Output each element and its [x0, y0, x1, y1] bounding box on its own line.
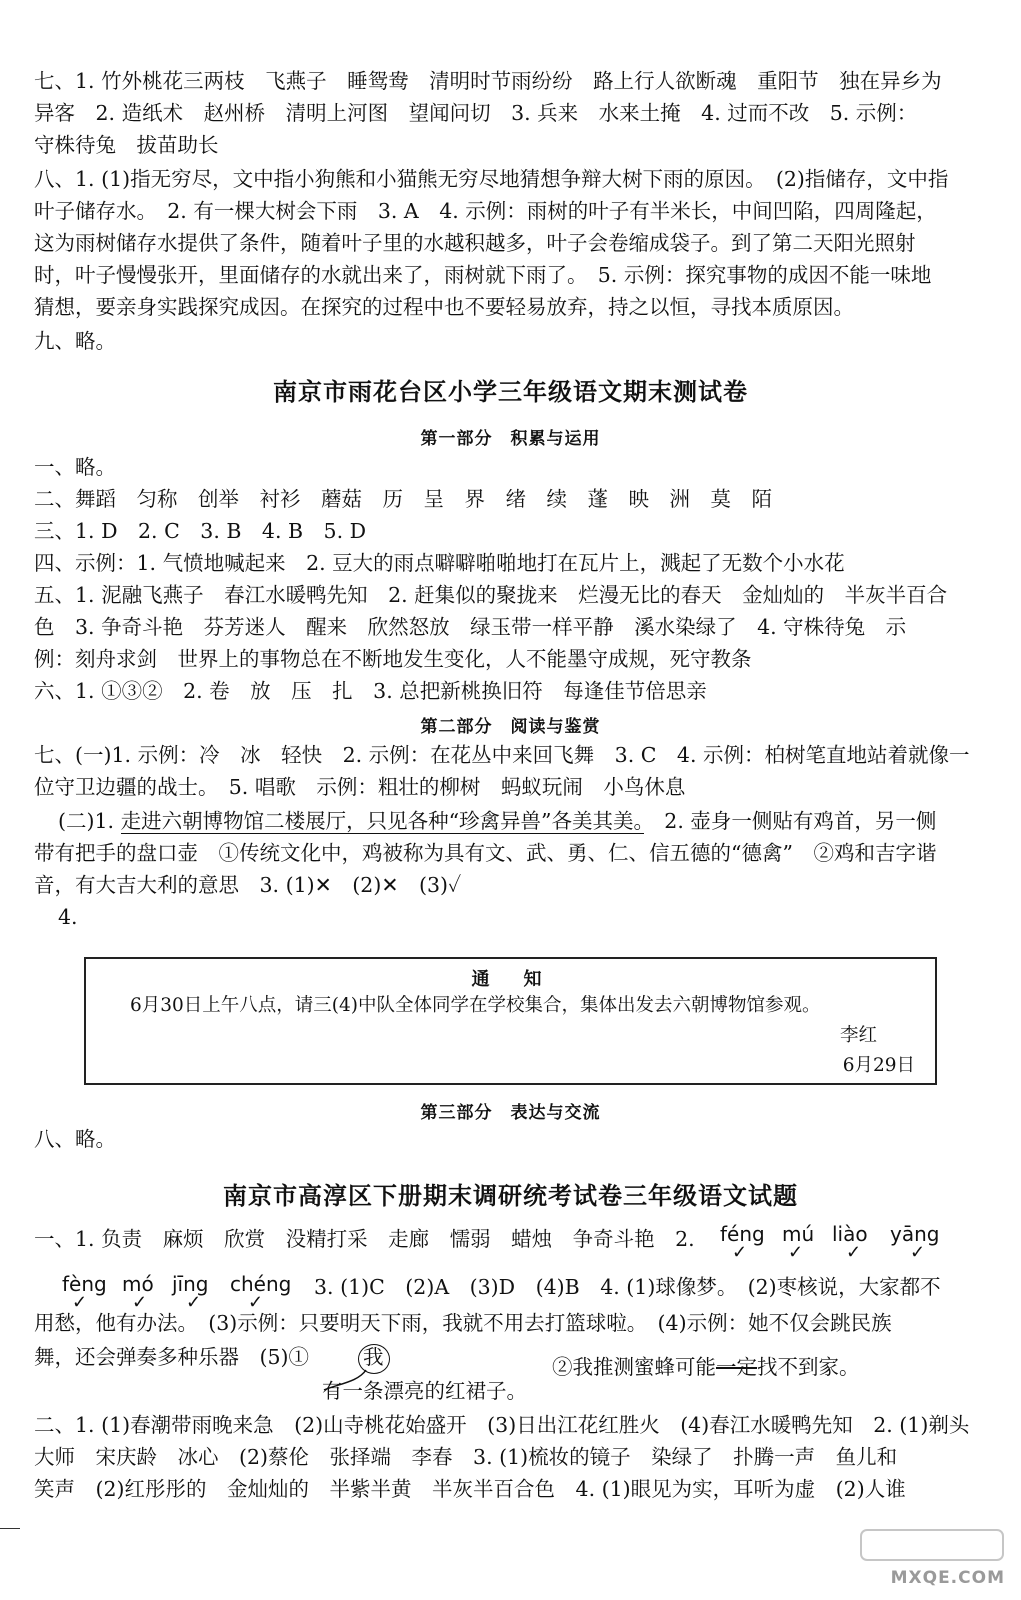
test2-q1-second-answer — [552, 1352, 860, 1382]
pinyin-4: yāng — [890, 1222, 940, 1246]
check-icon: ✓ — [186, 1292, 202, 1313]
test1-q5-line1: 五、1. 泥融飞燕子 春江水暖鸭先知 2. 赶集似的聚拢来 烂漫无比的春天 金灿灿的 半灰半百合 — [34, 583, 948, 607]
test1-q2: 二、舞蹈 匀称 创举 衬衫 蘑菇 历 呈 界 绪 续 蓬 映 洲 莫 陌 — [34, 487, 772, 511]
test2-title: 南京市高淳区下册期末调研统考试卷三年级语文试题 — [223, 1182, 798, 1210]
test2-q1-line4: 舞，还会弹奏多种乐器 (5)① — [34, 1345, 310, 1369]
test1-q7-line2: 位守卫边疆的战士。 5. 唱歌 示例：粗壮的柳树 蚂蚁玩闹 小鸟休息 — [34, 775, 686, 799]
test2-q1-line3: 用愁，他有办法。 (3)示例：只要明天下雨，我就不用去打篮球啦。 (4)示例：她不仅会跳民族 — [34, 1311, 892, 1335]
test1-part3-heading: 第三部分 表达与交流 — [420, 1103, 601, 1123]
test1-q8: 八、略。 — [34, 1127, 116, 1151]
check-icon: ✓ — [132, 1292, 148, 1313]
test1-q7-line4: 带有把手的盘口壶 ①传统文化中，鸡被称为具有文、武、勇、仁、信五德的“德禽” ②鸡和吉字谐 — [34, 841, 937, 865]
test1-q6: 六、1. ①③② 2. 卷 放 压 扎 3. 总把新桃换旧符 每逢佳节倍思亲 — [34, 679, 707, 703]
notice-box — [84, 957, 937, 1085]
q7c-prefix: (二)1. — [58, 809, 121, 833]
pinyin-2: mú — [782, 1222, 815, 1246]
page-edge-mark — [0, 1528, 20, 1529]
pinyin-6: mó — [122, 1272, 154, 1296]
watermark-text: MXQE.COM — [890, 1568, 1005, 1588]
q7c-suffix: 2. 壶身一侧贴有鸡首，另一侧 — [643, 809, 937, 833]
pinyin-5: fèng — [62, 1272, 107, 1296]
test1-q7-line5: 音，有大吉大利的意思 3. (1)✕ (2)✕ (3)✓ — [34, 873, 462, 897]
check-icon: ✓ — [846, 1242, 862, 1263]
pinyin-7: jīng — [172, 1272, 209, 1296]
sec9-line: 九、略。 — [34, 329, 116, 353]
pinyin-1: féng — [720, 1222, 765, 1246]
inserted-phrase: 有一条漂亮的红裙子。 — [322, 1379, 527, 1403]
test2-q2-line1: 二、1. (1)春潮带雨晚来急 (2)山寺桃花始盛开 (3)日出江花红胜火 (4)春江水暖鸭先知 2. (1)剃头 — [34, 1413, 970, 1437]
notice-signature: 李红 — [839, 1025, 877, 1046]
test1-q5-line3: 例：刻舟求剑 世界上的事物总在不断地发生变化，人不能墨守成规，死守教条 — [34, 647, 752, 671]
q1d-mid: ②我推测蜜蜂可能 — [552, 1355, 716, 1379]
test2-q1-line1: 一、1. 负责 麻烦 欣赏 没精打采 走廊 懦弱 蜡烛 争奇斗艳 2. — [34, 1227, 695, 1251]
sec8-line2: 叶子储存水。 2. 有一棵大树会下雨 3. A 4. 示例：雨树的叶子有半米长，中间凹陷，四周隆起， — [34, 199, 937, 223]
test2-q2-line3: 笑声 (2)红彤彤的 金灿灿的 半紫半黄 半灰半百合色 4. (1)眼见为实，耳听为虚 (2)人谁 — [34, 1477, 906, 1501]
test2-q1-line2: 3. (1)C (2)A (3)D (4)B 4. (1)球像梦。 (2)枣核说，大家都不 — [314, 1275, 941, 1299]
test1-q7-line6: 4. — [58, 905, 78, 929]
notice-date: 6月29日 — [842, 1055, 915, 1076]
test1-q4: 四、示例：1. 气愤地喊起来 2. 豆大的雨点噼噼啪啪地打在瓦片上，溅起了无数个小水花 — [34, 551, 845, 575]
notice-body: 6月30日上午八点，请三(4)中队全体同学在学校集合，集体出发去六朝博物馆参观。 — [130, 995, 821, 1016]
check-icon: ✓ — [248, 1292, 264, 1313]
circled-word: 我 — [363, 1345, 384, 1369]
sec7-line1: 七、1. 竹外桃花三两枝 飞燕子 睡鸳鸯 清明时节雨纷纷 路上行人欲断魂 重阳节 独在异乡为 — [34, 69, 942, 93]
sec7-line2: 异客 2. 造纸术 赵州桥 清明上河图 望闻问切 3. 兵来 水来土掩 4. 过而不改 5. 示例： — [34, 101, 918, 125]
test1-q3: 三、1. D 2. C 3. B 4. B 5. D — [34, 519, 367, 543]
test1-part1-heading: 第一部分 积累与运用 — [420, 429, 601, 449]
sec8-line3: 这为雨树储存水提供了条件，随着叶子里的水越积越多，叶子会卷缩成袋子。到了第二天阳光照射 — [34, 231, 916, 255]
sec8-line5: 猜想，要亲身实践探究成因。在探究的过程中也不要轻易放弃，持之以恒，寻找本质原因。 — [34, 295, 854, 319]
sec8-line1: 八、1. (1)指无穷尽，文中指小狗熊和小猫熊无穷尽地猜想争辩大树下雨的原因。 (2)指储存，文中指 — [34, 167, 949, 191]
test1-q5-line2: 色 3. 争奇斗艳 芬芳迷人 醒来 欣然怒放 绿玉带一样平静 溪水染绿了 4. 守株待兔 示 — [34, 615, 907, 639]
test1-q7-line1: 七、(一)1. 示例：冷 冰 轻快 2. 示例：在花丛中来回飞舞 3. C 4. 示例：柏树笔直地站着就像一 — [34, 743, 970, 767]
check-icon: ✓ — [72, 1292, 88, 1313]
test1-q1: 一、略。 — [34, 455, 116, 479]
check-icon: ✓ — [788, 1242, 804, 1263]
underlined-answer: 走进六朝博物馆二楼展厅，只见各种“珍禽异兽”各美其美。 — [120, 809, 644, 833]
test2-q2-line2: 大师 宋庆龄 冰心 (2)蔡伦 张择端 李春 3. (1)梳妆的镜子 染绿了 扑腾一声 鱼儿和 — [34, 1445, 898, 1469]
q1d-post: 找不到家。 — [757, 1355, 860, 1379]
pinyin-8: chéng — [230, 1272, 292, 1296]
test1-part2-heading: 第二部分 阅读与鉴赏 — [420, 717, 601, 737]
test1-title: 南京市雨花台区小学三年级语文期末测试卷 — [273, 378, 748, 406]
check-icon: ✓ — [732, 1242, 748, 1263]
struck-word: 一定 — [716, 1355, 757, 1379]
test1-q7-line3 — [58, 806, 989, 836]
sec7-line3: 守株待兔 拔苗助长 — [34, 133, 219, 157]
sec8-line4: 时，叶子慢慢张开，里面储存的水就出来了，雨树就下雨了。 5. 示例：探究事物的成因不能一味地 — [34, 263, 932, 287]
pinyin-3: liào — [832, 1222, 868, 1246]
check-icon: ✓ — [910, 1242, 926, 1263]
notice-title: 通 知 — [471, 969, 550, 990]
